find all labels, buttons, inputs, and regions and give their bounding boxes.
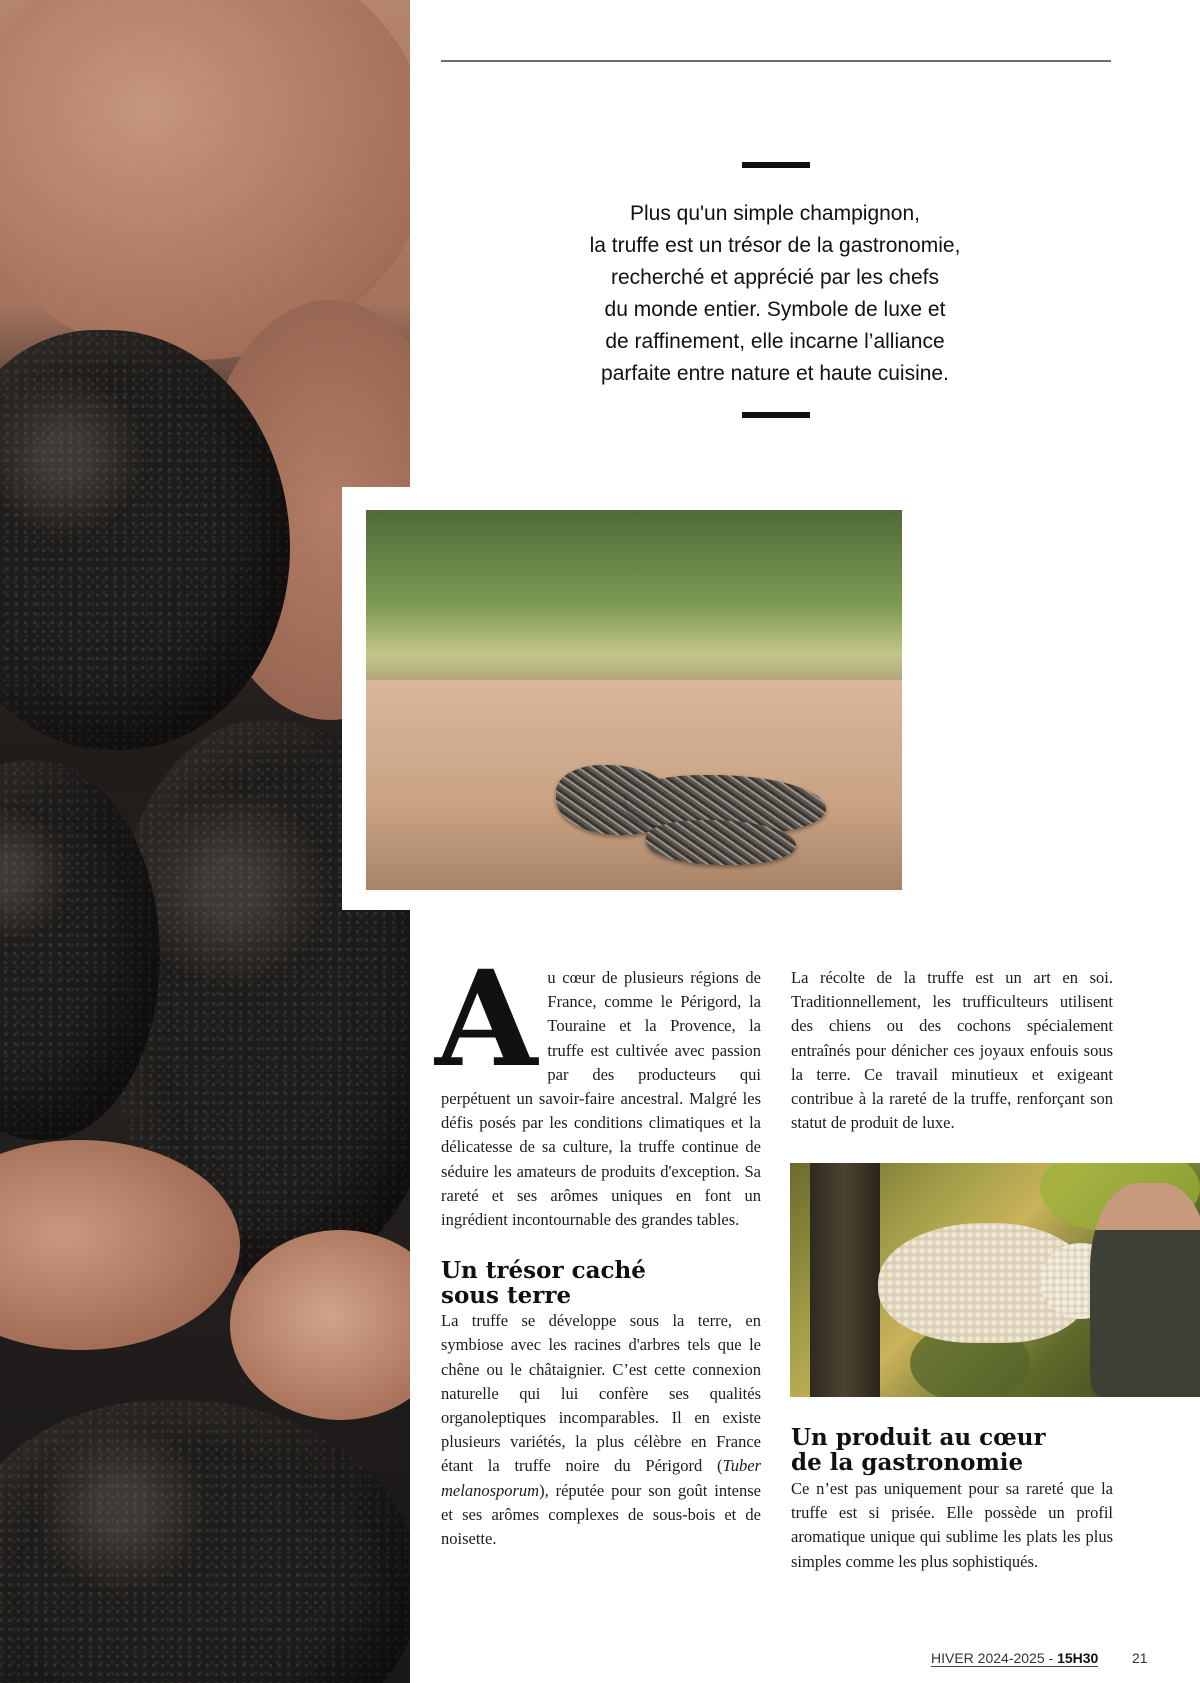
section1-text-b: ), réputée pour son goût intense et ses arômes complexes de sous-bois et de noisette. (441, 1480, 761, 1549)
season-text: HIVER 2024-2025 - (931, 1650, 1058, 1666)
quote-dash-bottom (742, 412, 810, 418)
truffle-dog-photo (790, 1163, 1200, 1397)
quote-dash-top (742, 162, 810, 168)
pull-quote-line: du monde entier. Symbole de luxe et (604, 298, 946, 321)
species-name: Tuber melanosporum (441, 1456, 761, 1500)
article-column-2-lower (791, 1425, 1113, 1574)
pull-quote (520, 198, 1030, 390)
issue-label (931, 1650, 1098, 1667)
page-number: 21 (1132, 1650, 1148, 1666)
intro-text: u cœur de plusieurs régions de France, comme le Périgord, la Touraine et la Provence, la truffe est cultivée avec passion par des producteurs qui perpétuent un savoir-faire ancestral. Malgré les défis posés par les conditions climatiques et la délicatesse de sa culture, la truffe continue de séduire les amateurs de produits d'exception. Sa rareté et ses arômes uniques en font un ingrédient incontournable des grandes tables. (441, 968, 761, 1230)
drop-cap: A (435, 942, 538, 1097)
top-rule (441, 60, 1111, 62)
intro-paragraph (435, 942, 761, 1232)
section1-paragraph (441, 1309, 761, 1551)
pull-quote-line: la truffe est un trésor de la gastronomie, (589, 234, 961, 257)
section2-paragraph: Ce n’est pas uniquement pour sa rareté que la truffe est si prisée. Elle possède un profil aromatique unique qui sublime les plats les plus simples comme les plus sophistiqués. (791, 1479, 1113, 1571)
heading-line: Un produit au cœur (791, 1424, 1046, 1451)
truffle-hunter (1090, 1183, 1200, 1397)
heading-line: de la gastronomie (791, 1449, 1024, 1476)
pull-quote-line: parfaite entre nature et haute cuisine. (601, 362, 949, 385)
whole-truffle-left (410, 608, 590, 758)
whole-truffle-right (640, 592, 852, 770)
heading-line: sous terre (441, 1282, 572, 1310)
section1-text-a: La truffe se développe sous la terre, en symbiose avec les racines d'arbres tels que le chêne ou le châtaignier. C’est cette connexion naturelle qui lui confère ses qualités organoleptiques incomparables. Il en existe plusieurs variétés, la plus célèbre en France étant la truffe noire du Périgord ( (441, 1311, 761, 1476)
section-heading-treasure (441, 1258, 761, 1308)
heading-line: Un trésor caché (441, 1257, 646, 1285)
page-footer (900, 1650, 1190, 1670)
pull-quote-line: de raffinement, elle incarne l’alliance (605, 330, 945, 353)
pull-quote-line: Plus qu'un simple champignon, (629, 202, 920, 225)
article-column-1 (435, 942, 761, 1551)
magazine-name: 15H30 (1057, 1650, 1099, 1666)
tree-trunk (810, 1163, 880, 1397)
section-heading-gastronomy (791, 1425, 1113, 1475)
pull-quote-line: recherché et apprécié par les chefs (610, 266, 939, 289)
harvest-paragraph: La récolte de la truffe est un art en soi. Traditionnellement, les trufficulteurs utilisent des chiens ou des cochons spécialement entraînés pour dénicher ces joyaux enfouis sous la terre. Ce travail minutieux et exigeant contribue à la rareté de la truffe, renforçant son statut de produit de luxe. (791, 968, 1113, 1133)
article-column-2 (791, 966, 1113, 1135)
truffles-on-board-photo (366, 510, 902, 890)
truffle-bottom (0, 1400, 410, 1683)
